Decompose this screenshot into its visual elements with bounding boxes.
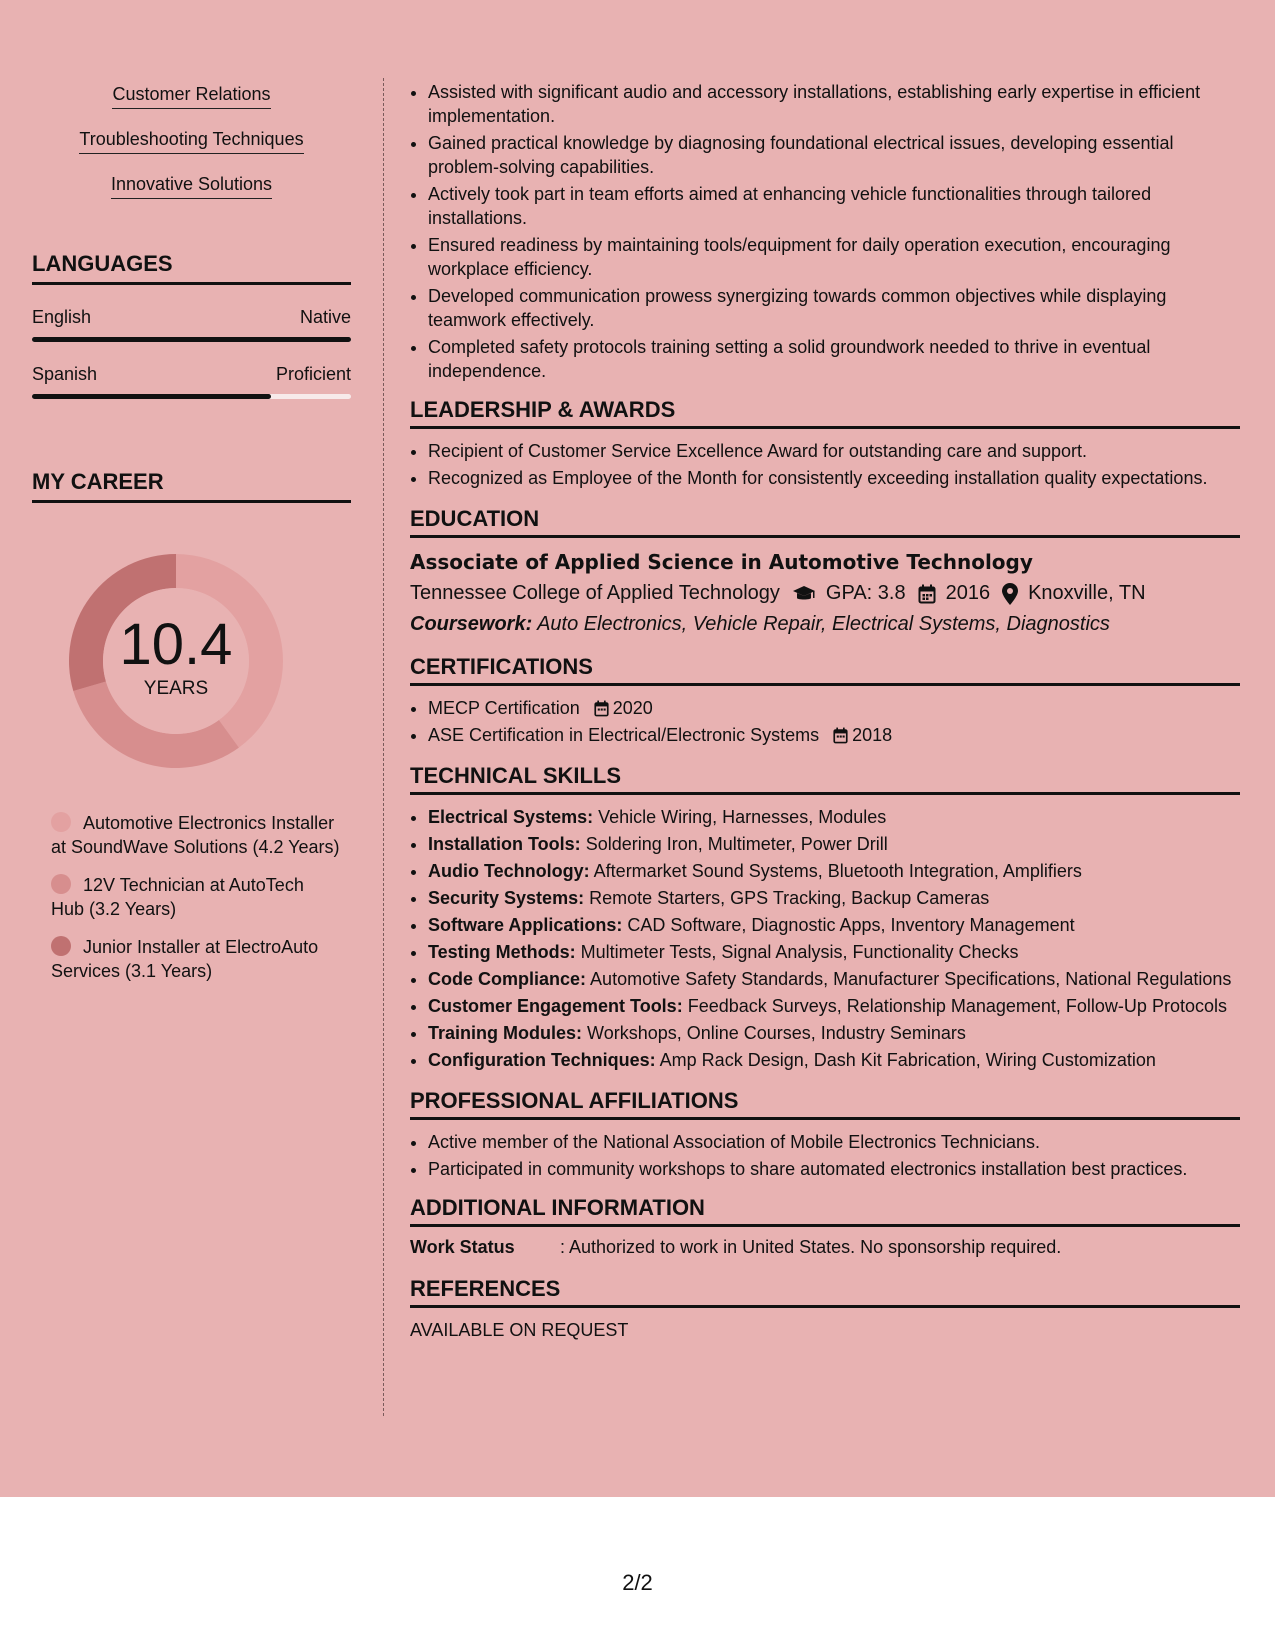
column-divider <box>383 78 384 1416</box>
experience-bullet: • Completed safety protocols training setting a solid groundwork needed to thrive in eventual independence. <box>428 335 1240 383</box>
leadership-item: • Recognized as Employee of the Month for consistently exceeding installation quality expectations. <box>428 466 1240 490</box>
skill-values: Feedback Surveys, Relationship Management, Follow-Up Protocols <box>687 996 1227 1016</box>
graduation-year: 2016 <box>945 582 991 604</box>
technical-skill-item <box>428 940 1240 964</box>
technical-skill-item <box>428 1021 1240 1045</box>
certifications-list <box>410 696 1240 747</box>
skill-tag: Customer Relations <box>112 84 270 109</box>
career-legend-label: Junior Installer at ElectroAuto Services (3.1 Years) <box>51 937 319 981</box>
calendar-icon <box>594 700 609 717</box>
legend-dot-icon <box>51 936 71 956</box>
education-entry <box>410 550 1240 636</box>
technical-skill-item <box>428 859 1240 883</box>
certification-name: • MECP Certification <box>428 698 580 718</box>
skill-category: Training Modules: <box>428 1023 583 1043</box>
calendar-icon <box>833 727 848 744</box>
technical-skill-item <box>428 994 1240 1018</box>
gpa: GPA: 3.8 <box>825 582 906 604</box>
career-heading: MY CAREER <box>32 469 351 503</box>
affiliation-item: • Participated in community workshops to share automated electronics installation best practices. <box>428 1157 1240 1181</box>
work-status-label: Work Status <box>410 1237 515 1257</box>
left-column <box>32 84 351 997</box>
skill-values: Workshops, Online Courses, Industry Seminars <box>587 1023 966 1043</box>
degree-title: Associate of Applied Science in Automotive Technology <box>410 550 1033 574</box>
school-location: Knoxville, TN <box>1028 582 1146 604</box>
career-total-value: 10.4 <box>119 612 233 677</box>
skill-values: Multimeter Tests, Signal Analysis, Functionality Checks <box>580 942 1019 962</box>
right-column <box>410 80 1240 1341</box>
technical-skill-item <box>428 1048 1240 1072</box>
career-legend <box>51 811 351 983</box>
work-status-value: : Authorized to work in United States. No sponsorship required. <box>560 1237 1062 1257</box>
experience-bullet: • Assisted with significant audio and accessory installations, establishing early expertise in efficient implementation. <box>428 80 1240 128</box>
technical-skill-item <box>428 805 1240 829</box>
career-legend-label: Automotive Electronics Installer at SoundWave Solutions (4.2 Years) <box>51 813 340 857</box>
skill-category: Installation Tools: <box>428 834 581 854</box>
skill-tag: Innovative Solutions <box>111 174 272 199</box>
experience-bullet: • Gained practical knowledge by diagnosing foundational electrical issues, developing essential problem-solving capabilities. <box>428 131 1240 179</box>
location-pin-icon <box>1002 583 1018 605</box>
technical-skill-item <box>428 832 1240 856</box>
career-total-unit: YEARS <box>143 678 209 699</box>
technical-skills-list <box>410 805 1240 1072</box>
education-heading: EDUCATION <box>410 506 1240 538</box>
legend-dot-icon <box>51 812 71 832</box>
skill-category: Configuration Techniques: <box>428 1050 656 1070</box>
school-line <box>410 582 1240 605</box>
certification-name: • ASE Certification in Electrical/Electronic Systems <box>428 725 820 745</box>
skill-category: Audio Technology: <box>428 861 590 881</box>
language-spanish <box>32 364 351 399</box>
references-heading: REFERENCES <box>410 1276 1240 1308</box>
affiliation-item: • Active member of the National Association of Mobile Electronics Technicians. <box>428 1130 1240 1154</box>
certification-year: 2018 <box>852 725 893 745</box>
skill-values: Vehicle Wiring, Harnesses, Modules <box>598 807 887 827</box>
languages-heading: LANGUAGES <box>32 251 351 285</box>
language-name: Spanish <box>32 364 98 384</box>
skill-values: CAD Software, Diagnostic Apps, Inventory Management <box>627 915 1075 935</box>
skill-category: Electrical Systems: <box>428 807 594 827</box>
skill-tag: Troubleshooting Techniques <box>79 129 303 154</box>
experience-bullets <box>410 80 1240 383</box>
leadership-item: • Recipient of Customer Service Excellence Award for outstanding care and support. <box>428 439 1240 463</box>
skill-values: Amp Rack Design, Dash Kit Fabrication, Wiring Customization <box>659 1050 1156 1070</box>
skill-category: Code Compliance: <box>428 969 587 989</box>
leadership-list <box>410 439 1240 490</box>
legend-dot-icon <box>51 874 71 894</box>
graduation-cap-icon <box>792 585 816 603</box>
language-level-fill <box>32 394 271 399</box>
skill-category: Software Applications: <box>428 915 623 935</box>
technical-skill-item <box>428 967 1240 991</box>
leadership-heading: LEADERSHIP & AWARDS <box>410 397 1240 429</box>
career-donut-chart <box>56 541 296 781</box>
affiliations-list <box>410 1130 1240 1181</box>
affiliations-heading: PROFESSIONAL AFFILIATIONS <box>410 1088 1240 1120</box>
language-level-bar <box>32 337 351 342</box>
experience-bullet: • Actively took part in team efforts aimed at enhancing vehicle functionalities through tailored installations. <box>428 182 1240 230</box>
certification-year: 2020 <box>612 698 653 718</box>
language-level-fill <box>32 337 351 342</box>
additional-info-heading: ADDITIONAL INFORMATION <box>410 1195 1240 1227</box>
skill-category: Security Systems: <box>428 888 585 908</box>
certifications-heading: CERTIFICATIONS <box>410 654 1240 686</box>
work-status-row <box>410 1237 1240 1258</box>
language-level: Proficient <box>275 364 351 384</box>
page-number: 2/2 <box>622 1570 653 1595</box>
skill-category: Customer Engagement Tools: <box>428 996 683 1016</box>
skill-values: Remote Starters, GPS Tracking, Backup Cameras <box>589 888 990 908</box>
career-legend-item <box>51 811 341 859</box>
language-english <box>32 307 351 342</box>
experience-bullet: • Ensured readiness by maintaining tools/equipment for daily operation execution, encouraging workplace efficiency. <box>428 233 1240 281</box>
experience-bullet: • Developed communication prowess synergizing towards common objectives while displaying teamwork effectively. <box>428 284 1240 332</box>
school-name: Tennessee College of Applied Technology <box>410 582 780 604</box>
references-text: AVAILABLE ON REQUEST <box>410 1320 629 1340</box>
skill-category: Testing Methods: <box>428 942 576 962</box>
certification-item <box>428 723 1240 747</box>
technical-skill-item <box>428 886 1240 910</box>
language-level: Native <box>299 307 351 327</box>
technical-skill-item <box>428 913 1240 937</box>
career-legend-item <box>51 873 341 921</box>
coursework-label: Coursework: <box>410 613 533 635</box>
certification-item <box>428 696 1240 720</box>
language-level-bar <box>32 394 351 399</box>
skills-list <box>32 84 351 199</box>
coursework-line <box>410 613 1240 636</box>
skill-values: Automotive Safety Standards, Manufacturer Specifications, National Regulations <box>590 969 1232 989</box>
coursework-list: Auto Electronics, Vehicle Repair, Electrical Systems, Diagnostics <box>537 613 1110 635</box>
language-name: English <box>32 307 92 327</box>
career-legend-item <box>51 935 341 983</box>
career-legend-label: 12V Technician at AutoTech Hub (3.2 Years) <box>51 875 304 919</box>
skill-values: Aftermarket Sound Systems, Bluetooth Integration, Amplifiers <box>593 861 1082 881</box>
skill-values: Soldering Iron, Multimeter, Power Drill <box>585 834 888 854</box>
technical-skills-heading: TECHNICAL SKILLS <box>410 763 1240 795</box>
calendar-icon <box>918 584 936 604</box>
donut-center <box>56 541 296 781</box>
